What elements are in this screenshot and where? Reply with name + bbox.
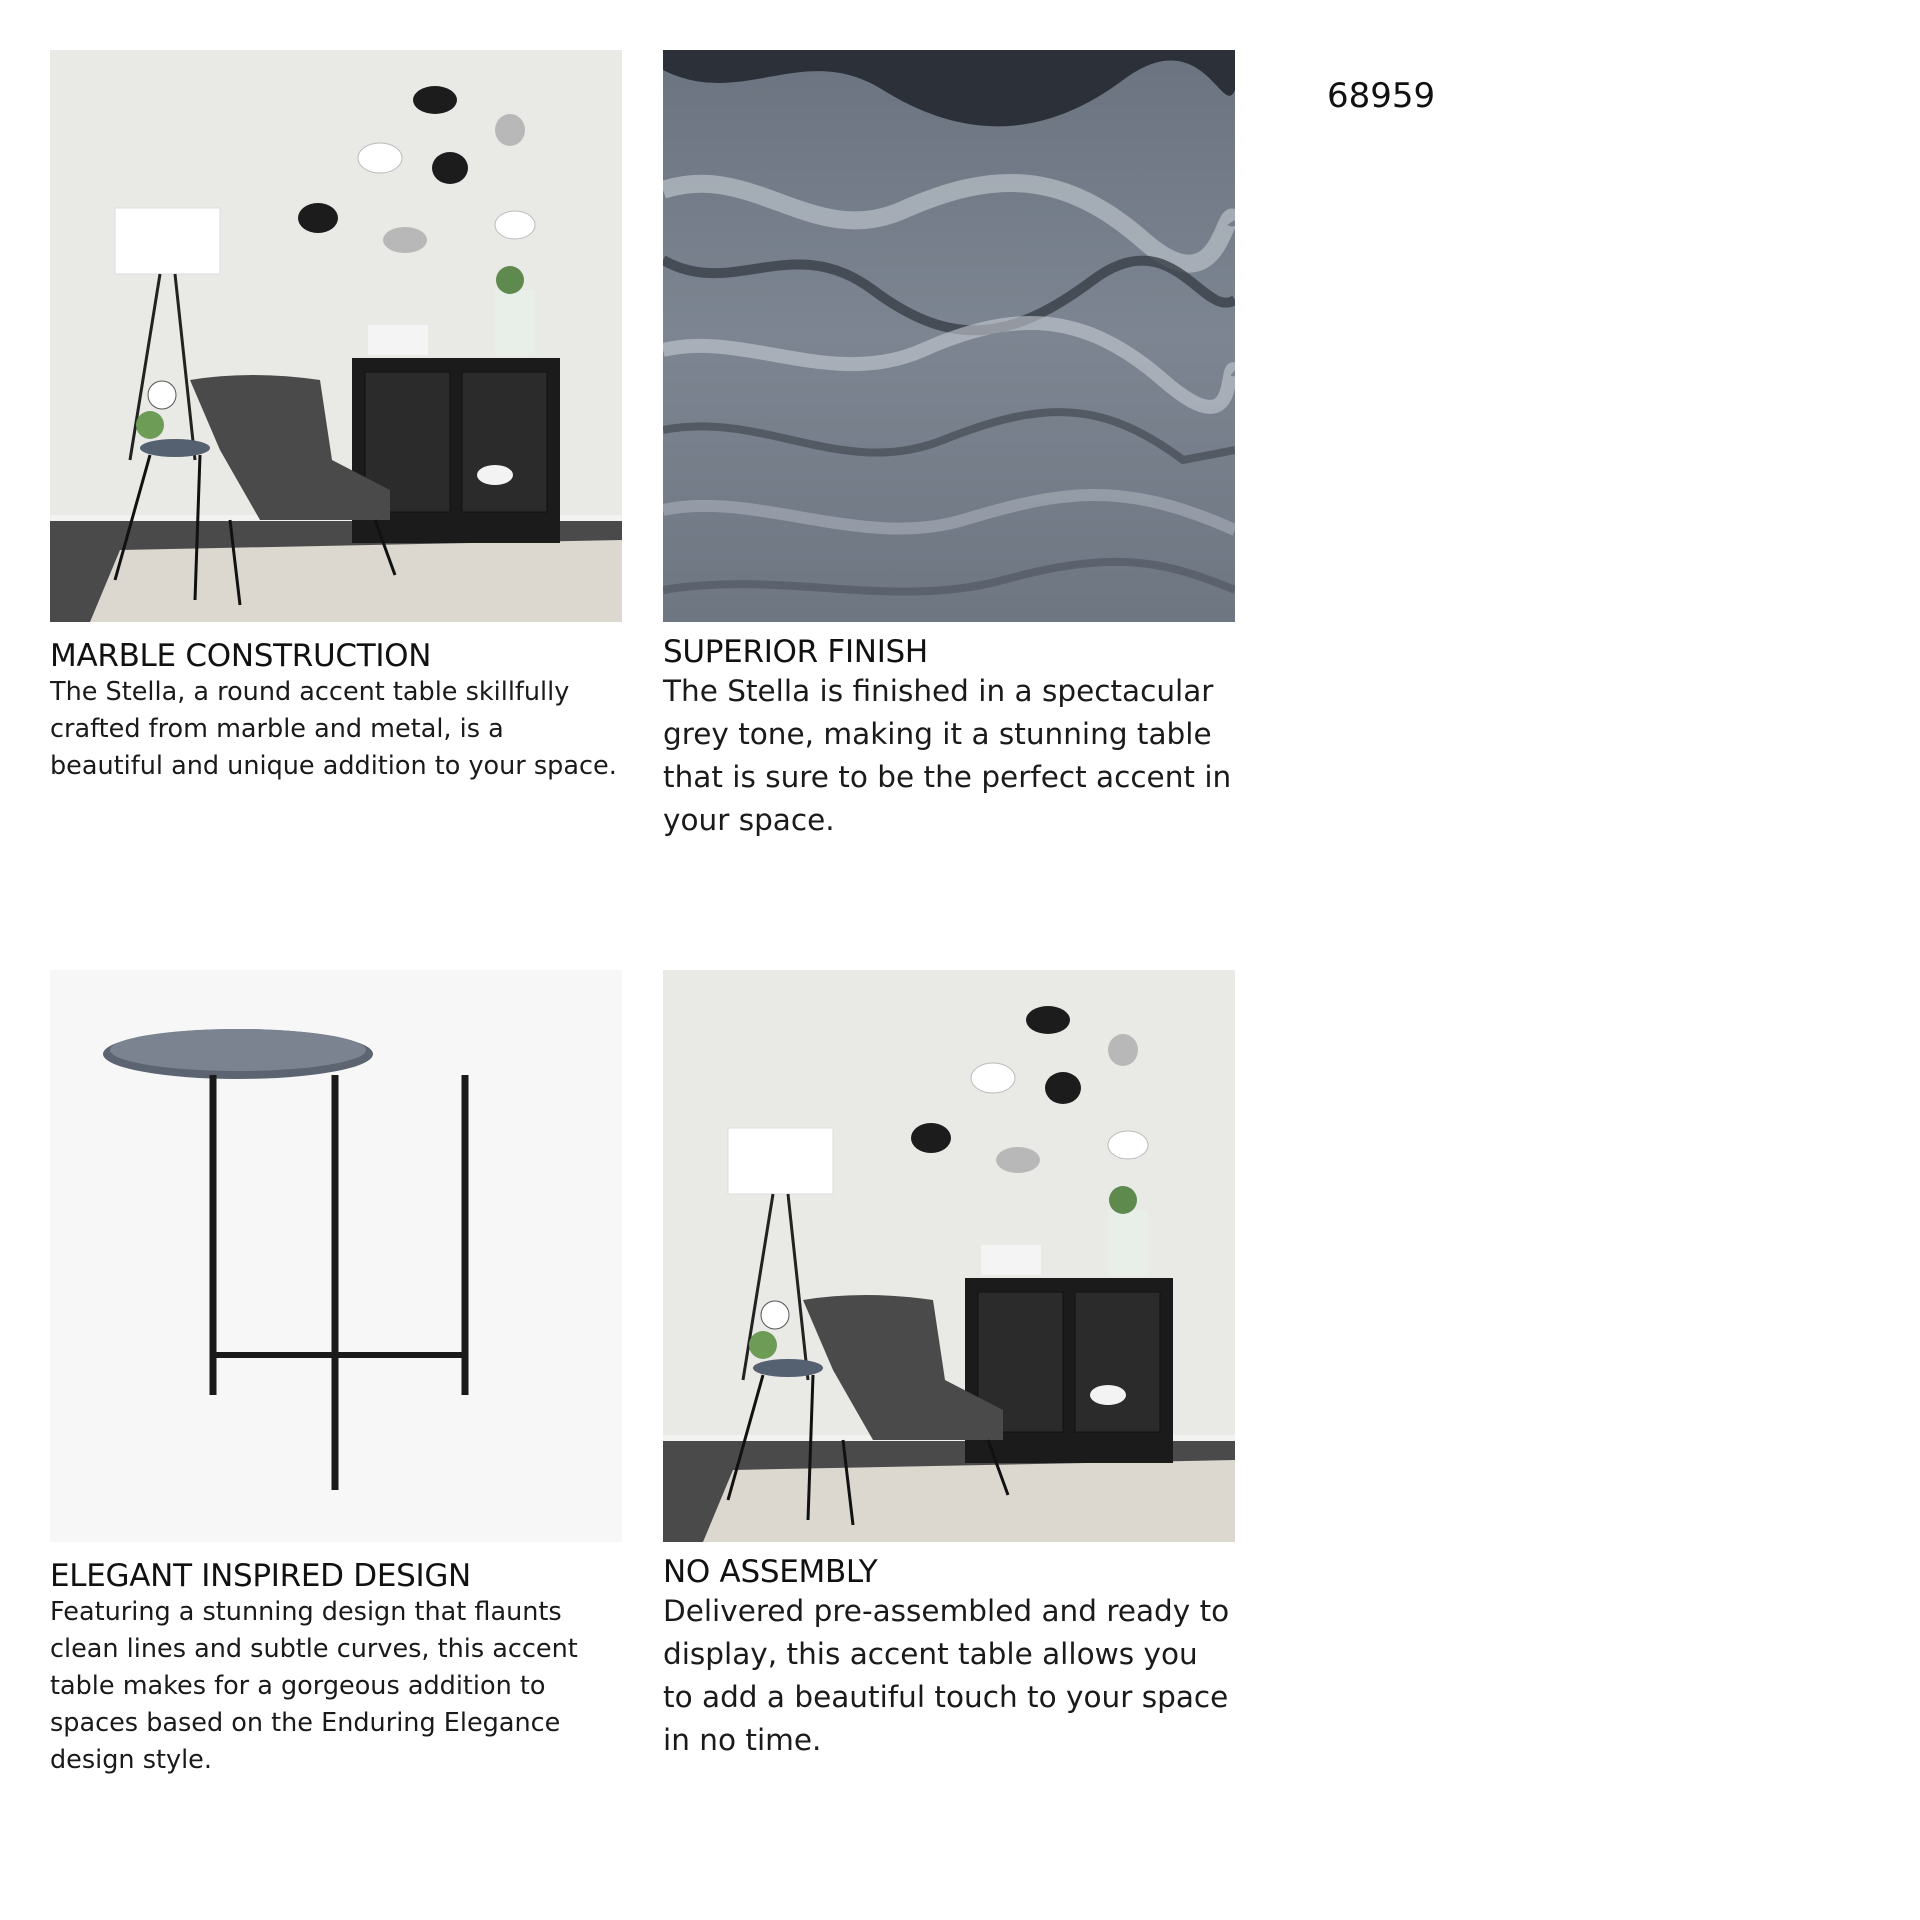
feature-title: MARBLE CONSTRUCTION — [50, 638, 432, 674]
grey-marble-closeup — [663, 50, 1235, 622]
feature-card-elegant-design — [50, 970, 622, 1779]
feature-title: NO ASSEMBLY — [663, 1554, 878, 1590]
marble-texture-illustration — [663, 50, 1235, 622]
feature-card-no-assembly — [663, 970, 1235, 1762]
room-scene-illustration — [663, 970, 1235, 1542]
feature-description: Delivered pre-assembled and ready to display, this accent table allows you to add a beautiful touch to your space in no time. — [663, 1594, 1230, 1757]
feature-title: ELEGANT INSPIRED DESIGN — [50, 1558, 471, 1594]
lifestyle-room-photo — [663, 970, 1235, 1542]
feature-card-marble-construction — [50, 50, 622, 785]
feature-description: Featuring a stunning design that flaunts clean lines and subtle curves, this accent table makes for a gorgeous addition to spaces based on the Enduring Elegance design style. — [50, 1597, 578, 1775]
feature-description: The Stella, a round accent table skillfully crafted from marble and metal, is a beautiful and unique addition to your space. — [50, 677, 617, 781]
room-scene-illustration — [50, 50, 622, 622]
product-sku: 68959 — [1327, 76, 1436, 116]
feature-title: SUPERIOR FINISH — [663, 634, 928, 670]
accent-table-illustration — [50, 970, 622, 1542]
lifestyle-room-photo — [50, 50, 622, 622]
feature-card-superior-finish — [663, 50, 1235, 842]
accent-table-product-photo — [50, 970, 622, 1542]
feature-description: The Stella is finished in a spectacular grey tone, making it a stunning table that is sure to be the perfect accent in your space. — [663, 674, 1232, 837]
